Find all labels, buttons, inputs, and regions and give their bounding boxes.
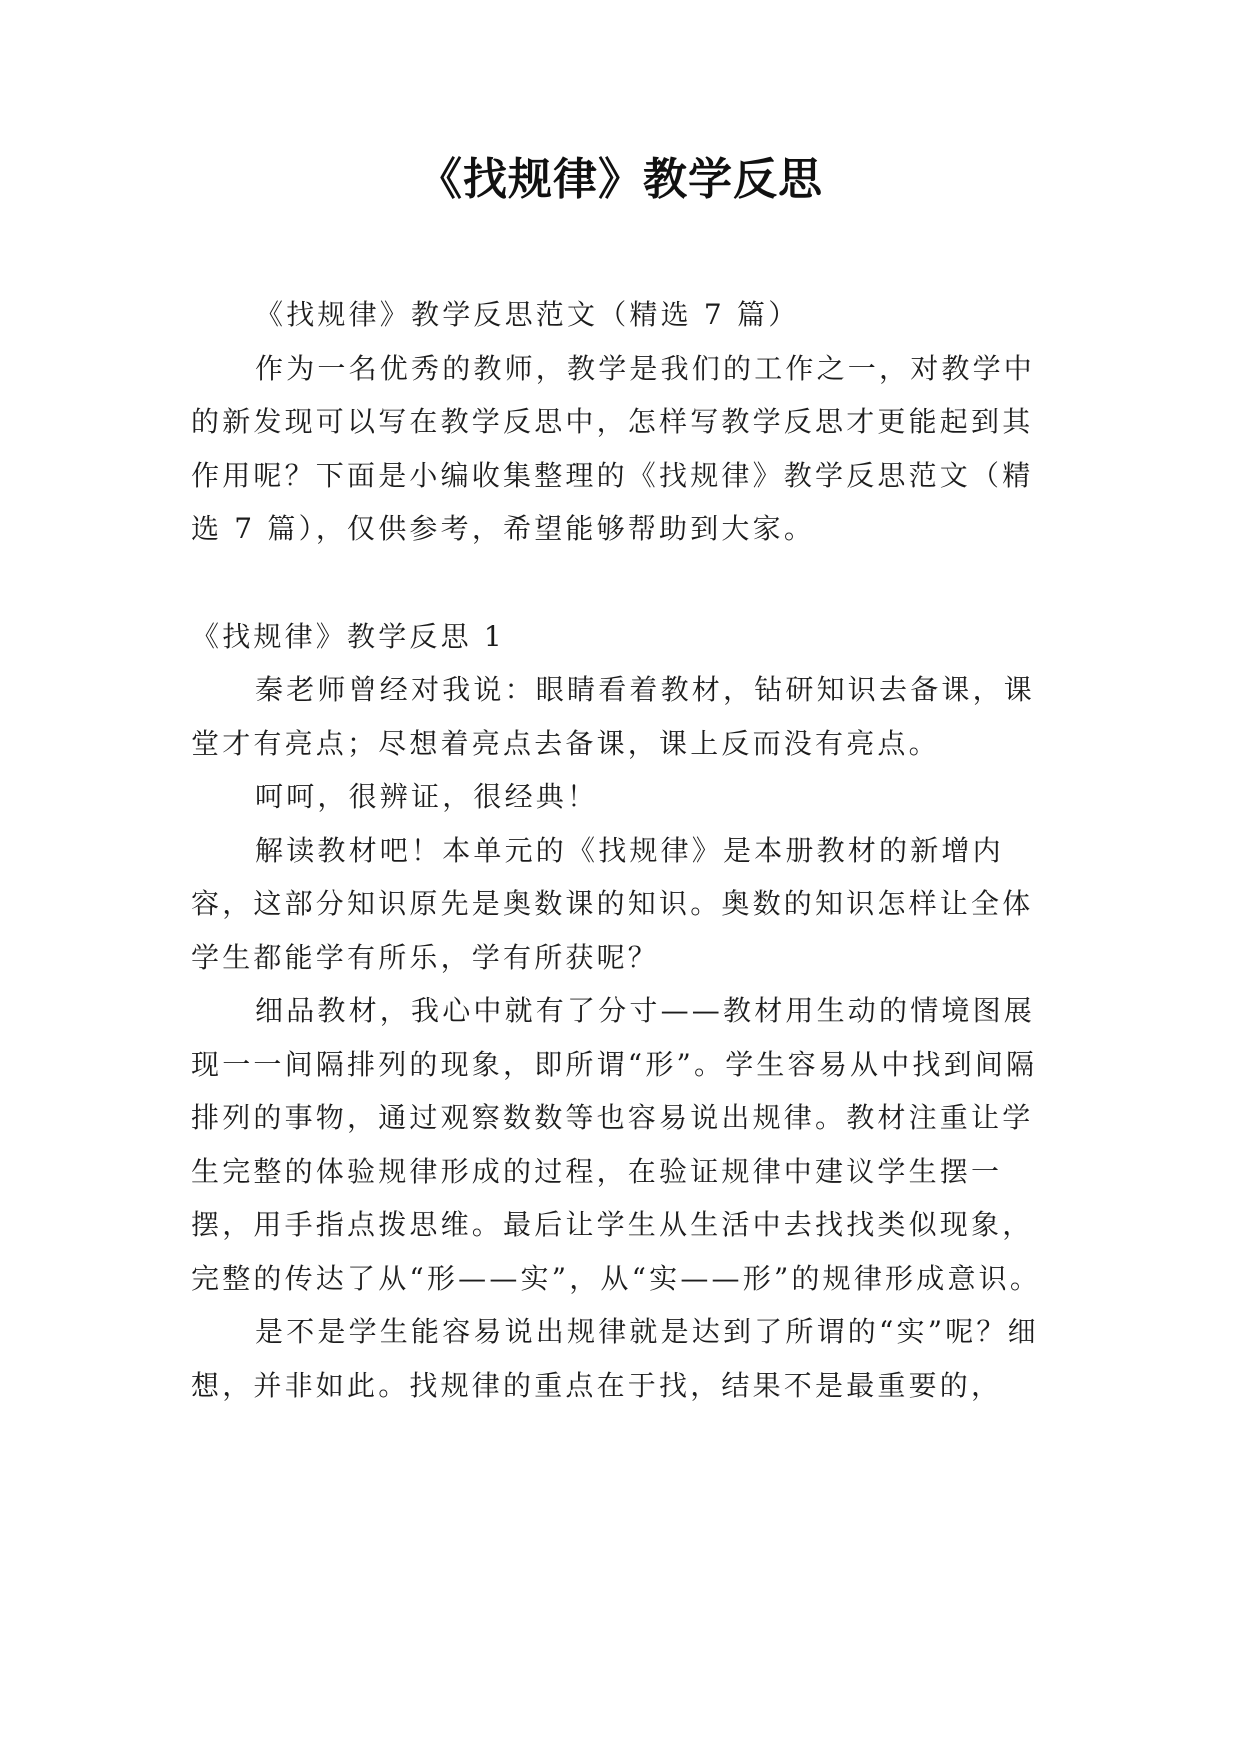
intro-paragraph: 作为一名优秀的教师，教学是我们的工作之一，对教学中的新发现可以写在教学反思中，怎样写教学反思才更能起到其作用呢？下面是小编收集整理的《找规律》教学反思范文（精选 7 篇），仅供参考，希望能够帮助到大家。 bbox=[191, 351, 1036, 545]
document-title: 《找规律》教学反思 bbox=[418, 154, 823, 205]
body-paragraph: 细品教材，我心中就有了分寸——教材用生动的情境图展现一一间隔排列的现象，即所谓“形”。学生容易从中找到间隔排列的事物，通过观察数数等也容易说出规律。教材注重让学生完整的体验规律形成的过程，在验证规律中建议学生摆一摆，用手指点拨思维。最后让学生从生活中去找找类似现象，完整的传达了从“形——实”，从“实——形”的规律形成意识。 bbox=[191, 994, 1042, 1295]
body-paragraph: 解读教材吧！本单元的《找规律》是本册教材的新增内容，这部分知识原先是奥数课的知识。奥数的知识怎样让全体学生都能学有所乐，学有所获呢？ bbox=[191, 833, 1034, 974]
body-paragraph: 秦老师曾经对我说：眼睛看着教材，钻研知识去备课，课堂才有亮点；尽想着亮点去备课，课上反而没有亮点。 bbox=[191, 673, 1036, 760]
body-paragraph: 呵呵，很辨证，很经典！ bbox=[255, 780, 599, 813]
section-heading: 《找规律》教学反思 1 bbox=[191, 619, 505, 653]
document-body bbox=[191, 288, 1053, 1412]
body-paragraph: 是不是学生能容易说出规律就是达到了所谓的“实”呢？细想，并非如此。找规律的重点在于找，结果不是最重要的， bbox=[191, 1315, 1039, 1402]
subtitle-paragraph: 《找规律》教学反思范文（精选 7 篇） bbox=[255, 298, 800, 331]
